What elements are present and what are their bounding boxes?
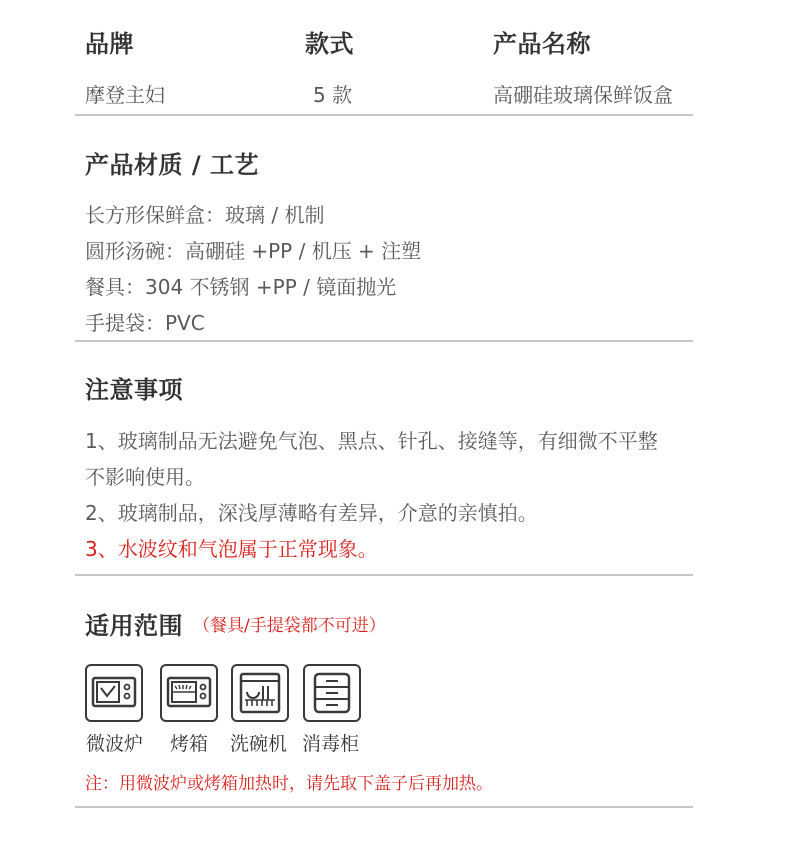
material-line: 长方形保鲜盒：玻璃 / 机制	[85, 203, 325, 227]
sterilizer-cabinet-label: 消毒柜	[302, 733, 360, 755]
divider	[75, 340, 693, 342]
materials-title: 产品材质 / 工艺	[85, 151, 259, 179]
note-line-highlight: 3、水波纹和气泡属于正常现象。	[85, 537, 378, 561]
style-header: 款式	[305, 30, 354, 58]
brand-header: 品牌	[85, 30, 134, 58]
dishwasher-label: 洗碗机	[230, 733, 288, 755]
note-line: 不影响使用。	[85, 465, 205, 489]
sterilizer-cabinet-icon	[303, 664, 361, 722]
product-name-header: 产品名称	[493, 30, 591, 58]
microwave-icon	[85, 664, 143, 722]
divider	[75, 806, 693, 808]
notes-title: 注意事项	[85, 376, 183, 404]
style-value: 5 款	[313, 83, 353, 107]
microwave-label: 微波炉	[86, 733, 144, 755]
brand-value: 摩登主妇	[85, 83, 165, 107]
usage-subtitle: （餐具/手提袋都不可进）	[193, 616, 386, 636]
oven-label: 烤箱	[170, 733, 209, 755]
divider	[75, 114, 693, 116]
dishwasher-icon	[231, 664, 289, 722]
usage-title: 适用范围	[85, 612, 183, 640]
note-line: 1、玻璃制品无法避免气泡、黑点、针孔、接缝等，有细微不平整	[85, 429, 658, 453]
material-line: 餐具：304 不锈钢 +PP / 镜面抛光	[85, 275, 397, 299]
material-line: 手提袋：PVC	[85, 311, 205, 335]
divider	[75, 574, 693, 576]
heating-note: 注：用微波炉或烤箱加热时，请先取下盖子后再加热。	[85, 774, 493, 794]
material-line: 圆形汤碗：高硼硅 +PP / 机压 + 注塑	[85, 239, 422, 263]
oven-icon	[160, 664, 218, 722]
product-name-value: 高硼硅玻璃保鲜饭盒	[493, 83, 673, 107]
note-line: 2、玻璃制品，深浅厚薄略有差异，介意的亲慎拍。	[85, 501, 538, 525]
